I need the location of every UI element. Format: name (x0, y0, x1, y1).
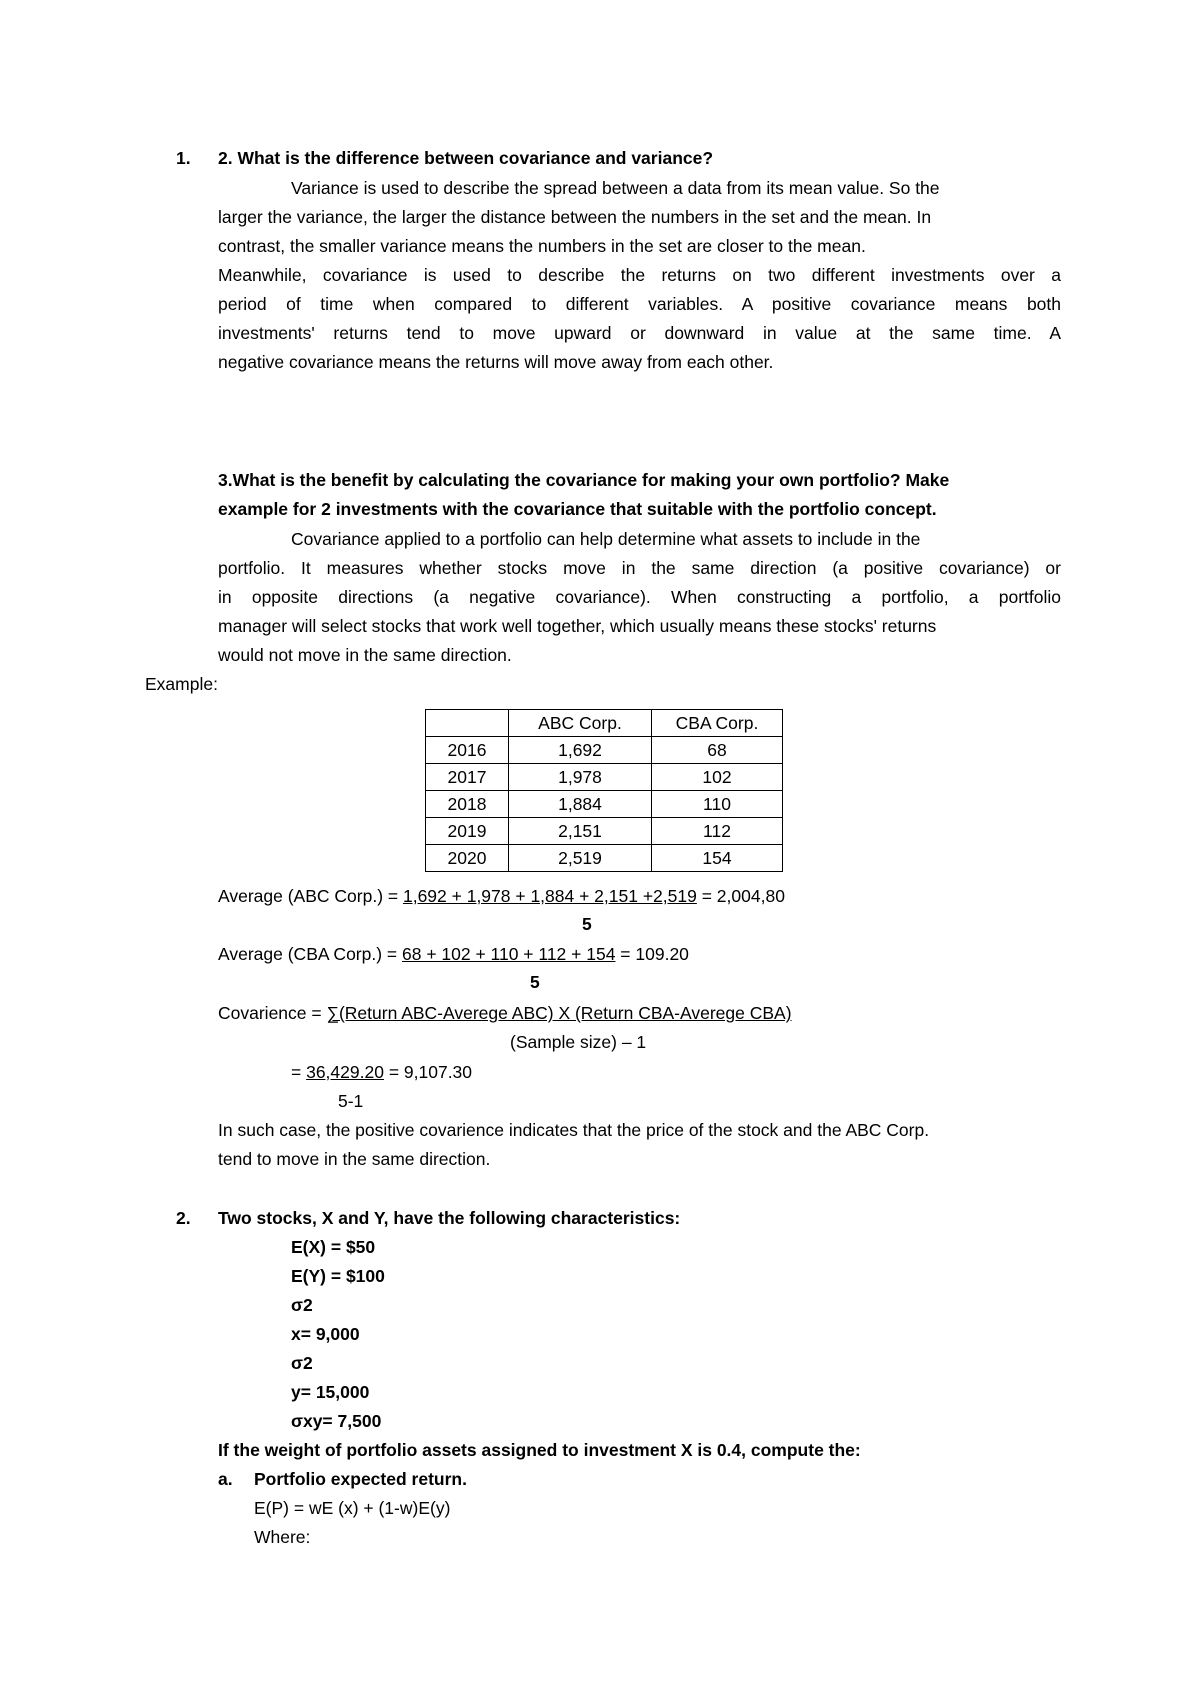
table-cell: 154 (652, 845, 783, 872)
q2-number: 2. (176, 1208, 191, 1228)
average-abc-formula (218, 884, 785, 908)
q1-title: 2. What is the difference between covariance and variance? (218, 148, 714, 168)
table-header-cell: CBA Corp. (652, 710, 783, 737)
q2-item: x= 9,000 (291, 1324, 360, 1344)
average-cba-prefix: Average (CBA Corp.) = (218, 944, 402, 964)
covariance-eq-result: = 9,107.30 (383, 1062, 473, 1082)
covariance-calculation (291, 1060, 472, 1084)
q1-line: investments' returns tend to move upward or downward in value at the same time. A (218, 323, 1061, 343)
q3-title-line: 3.What is the benefit by calculating the covariance for making your own portfolio? Make (218, 470, 950, 490)
covariance-numerator: ∑(Return ABC-Averege ABC) X (Return CBA-Averege CBA) (326, 1003, 792, 1023)
table-header-cell (426, 710, 509, 737)
table-row (426, 791, 783, 818)
q1-line: Variance is used to describe the spread between a data from its mean value. So the (291, 178, 940, 198)
average-abc-numerator: 1,692 + 1,978 + 1,884 + 2,151 +2,519 (402, 886, 697, 906)
average-abc-denominator: 5 (582, 914, 592, 934)
table-cell: 2019 (426, 818, 509, 845)
q3-line: Covariance applied to a portfolio can help determine what assets to include in the (291, 529, 921, 549)
q3-line: would not move in the same direction. (218, 645, 512, 665)
q2-item: E(Y) = $100 (291, 1266, 385, 1286)
expected-return-formula: E(P) = wE (x) + (1-w)E(y) (254, 1498, 451, 1518)
table-header-row (426, 710, 783, 737)
q1-number: 1. (176, 148, 191, 168)
q1-line: larger the variance, the larger the distance between the numbers in the set and the mean. In (218, 207, 932, 227)
q1-line: contrast, the smaller variance means the numbers in the set are closer to the mean. (218, 236, 866, 256)
covariance-eq-denominator: 5-1 (338, 1091, 364, 1111)
table-row (426, 764, 783, 791)
table-cell: 110 (652, 791, 783, 818)
part-a-label: a. (218, 1469, 233, 1489)
table-cell: 2018 (426, 791, 509, 818)
covariance-prefix: Covarience = (218, 1003, 327, 1023)
table-cell: 1,692 (509, 737, 652, 764)
q3-line: in opposite directions (a negative covariance). When constructing a portfolio, a portfolio (218, 587, 1061, 607)
average-cba-formula (218, 942, 689, 966)
conclusion-line: tend to move in the same direction. (218, 1149, 491, 1169)
q1-line: Meanwhile, covariance is used to describe the returns on two different investments over a (218, 265, 1061, 285)
q2-item: σ2 (291, 1353, 313, 1373)
average-cba-result: = 109.20 (615, 944, 689, 964)
q1-line: negative covariance means the returns will move away from each other. (218, 352, 774, 372)
table-cell: 1,884 (509, 791, 652, 818)
q2-instruction: If the weight of portfolio assets assigned to investment X is 0.4, compute the: (218, 1440, 861, 1460)
table-cell: 2020 (426, 845, 509, 872)
q3-line: portfolio. It measures whether stocks move in the same direction (a positive covariance) or (218, 558, 1061, 578)
q3-title-line: example for 2 investments with the covariance that suitable with the portfolio concept. (218, 499, 937, 519)
part-a-title: Portfolio expected return. (254, 1469, 467, 1489)
table-cell: 102 (652, 764, 783, 791)
covariance-denominator: (Sample size) – 1 (510, 1032, 647, 1052)
average-cba-numerator: 68 + 102 + 110 + 112 + 154 (402, 944, 616, 964)
example-label: Example: (145, 674, 218, 694)
table-row (426, 845, 783, 872)
table-row (426, 818, 783, 845)
table-cell: 2,151 (509, 818, 652, 845)
covariance-eq-numerator: 36,429.20 (306, 1062, 384, 1082)
returns-table (425, 709, 783, 872)
table-header-cell: ABC Corp. (509, 710, 652, 737)
q2-item: E(X) = $50 (291, 1237, 376, 1257)
conclusion-line: In such case, the positive covarience indicates that the price of the stock and the ABC Corp. (218, 1120, 930, 1140)
where-label: Where: (254, 1527, 311, 1547)
average-cba-denominator: 5 (530, 972, 540, 992)
average-abc-result: = 2,004,80 (696, 886, 785, 906)
table-cell: 2016 (426, 737, 509, 764)
q1-line: period of time when compared to different variables. A positive covariance means both (218, 294, 1061, 314)
covariance-eq-prefix: = (291, 1062, 307, 1082)
table-cell: 112 (652, 818, 783, 845)
q2-item: y= 15,000 (291, 1382, 370, 1402)
table-row (426, 737, 783, 764)
table-cell: 68 (652, 737, 783, 764)
q2-title: Two stocks, X and Y, have the following characteristics: (218, 1208, 681, 1228)
covariance-formula (218, 1001, 792, 1025)
table-cell: 2,519 (509, 845, 652, 872)
average-abc-prefix: Average (ABC Corp.) = (218, 886, 403, 906)
q3-line: manager will select stocks that work well together, which usually means these stocks' returns (218, 616, 937, 636)
q2-item: σxy= 7,500 (291, 1411, 382, 1431)
table-cell: 1,978 (509, 764, 652, 791)
table-cell: 2017 (426, 764, 509, 791)
q2-item: σ2 (291, 1295, 313, 1315)
